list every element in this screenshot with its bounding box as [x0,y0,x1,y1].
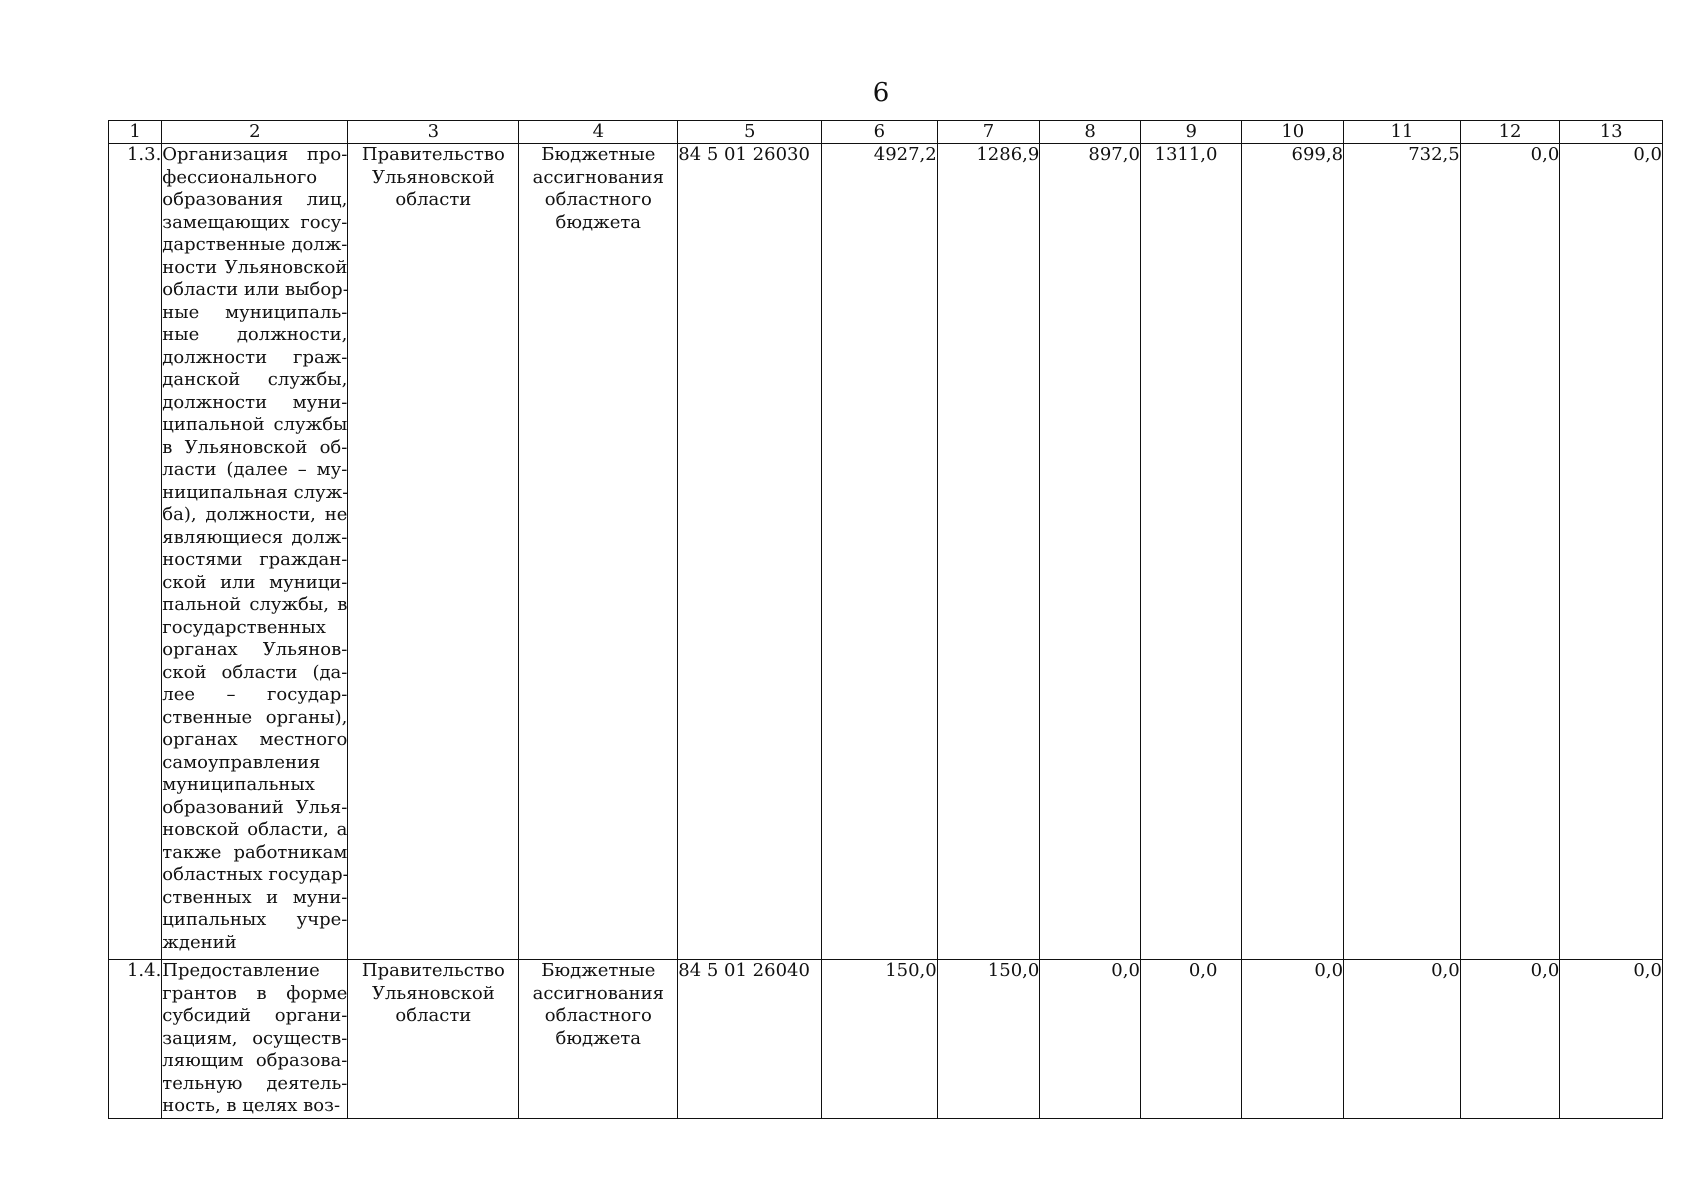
value-cell: 0,0 [1344,960,1461,1119]
description-line: государственных [162,616,326,638]
page-number: 6 [872,78,890,108]
description-line: тельную деятель- [162,1072,348,1094]
budget-code-cell: 84 5 01 26030 [678,144,822,960]
value-cell: 1286,9 [937,144,1040,960]
measure-description [162,960,348,1119]
description-line: ственных и муни- [162,886,348,908]
column-header: 10 [1242,121,1344,144]
value-cell: 0,0 [1140,960,1242,1119]
column-header: 13 [1560,121,1663,144]
column-header: 5 [678,121,822,144]
description-line: лее – государ- [162,684,348,705]
table-row [109,144,1663,960]
description-line: ской области (да- [162,661,348,683]
row-number: 1.4. [109,960,162,1119]
measure-description [162,144,348,960]
column-number-row [109,121,1663,144]
description-line: ба), должности, не [162,504,348,525]
value-cell: 699,8 [1242,144,1344,960]
description-line: пальной службы, в [162,594,348,615]
description-line: образования лиц, [162,189,348,210]
description-line: образований Улья- [162,796,348,818]
description-line: должности граж- [162,346,348,368]
value-cell: 0,0 [1040,960,1141,1119]
value-cell: 150,0 [822,960,938,1119]
description-line: должности муни- [162,391,348,413]
table-row [109,960,1663,1119]
description-line: ности Ульяновской [162,256,348,278]
description-line: органах местного [162,729,348,750]
value-cell: 0,0 [1460,960,1560,1119]
column-header: 11 [1344,121,1461,144]
column-header: 8 [1040,121,1141,144]
value-cell: 0,0 [1460,144,1560,960]
value-cell: 4927,2 [822,144,938,960]
description-line: ласти (далее – му- [162,459,348,480]
value-cell: 897,0 [1040,144,1141,960]
description-line: дарственные долж- [162,234,348,255]
executor-cell: Правительство Ульяновской области [348,144,519,960]
executor-cell: Правительство Ульяновской области [348,960,519,1119]
description-line: Предоставление [162,960,320,981]
description-line: ственные органы), [162,706,348,728]
description-line: области или выбор- [162,279,349,300]
description-line: субсидий органи- [162,1005,348,1026]
description-line: самоуправления [162,751,321,773]
description-line: Организация про- [162,144,348,165]
column-header: 3 [348,121,519,144]
description-line: данской службы, [162,369,348,390]
description-line: грантов в форме [162,982,348,1004]
description-line: ные должности, [162,324,348,345]
value-cell: 1311,0 [1140,144,1242,960]
column-header: 4 [519,121,678,144]
description-line: муниципальных [162,774,315,795]
funding-source-cell: Бюджетные ассигнования областного бюджета [519,960,678,1119]
value-cell: 0,0 [1560,960,1663,1119]
description-line: ность, в целях воз- [162,1095,341,1116]
value-cell: 0,0 [1242,960,1344,1119]
description-line: зациям, осуществ- [162,1027,348,1049]
column-header: 7 [937,121,1040,144]
description-line: замещающих госу- [162,211,348,233]
description-line: в Ульяновской об- [162,436,348,458]
description-line: фессионального [162,166,318,188]
funding-source-cell: Бюджетные ассигнования областного бюджета [519,144,678,960]
value-cell: 150,0 [937,960,1040,1119]
description-line: ципальных учре- [162,909,348,930]
description-line: ской или муници- [162,571,348,593]
value-cell: 0,0 [1560,144,1663,960]
description-line: ляющим образова- [162,1050,348,1071]
column-header: 12 [1460,121,1560,144]
budget-code-cell: 84 5 01 26040 [678,960,822,1119]
description-line: новской области, а [162,819,348,840]
description-line: ностями граждан- [162,549,348,570]
description-line: также работникам [162,841,348,863]
description-line: ные муниципаль- [162,301,348,323]
description-line: ниципальная служ- [162,481,349,503]
description-line: областных государ- [162,864,349,885]
column-header: 1 [109,121,162,144]
budget-table [108,120,1663,1119]
description-line: являющиеся долж- [162,526,348,548]
description-line: ждений [162,931,237,953]
description-line: ципальной службы [162,414,348,435]
value-cell: 732,5 [1344,144,1461,960]
column-header: 9 [1140,121,1242,144]
column-header: 6 [822,121,938,144]
row-number: 1.3. [109,144,162,960]
description-line: органах Ульянов- [162,639,348,660]
column-header: 2 [162,121,348,144]
